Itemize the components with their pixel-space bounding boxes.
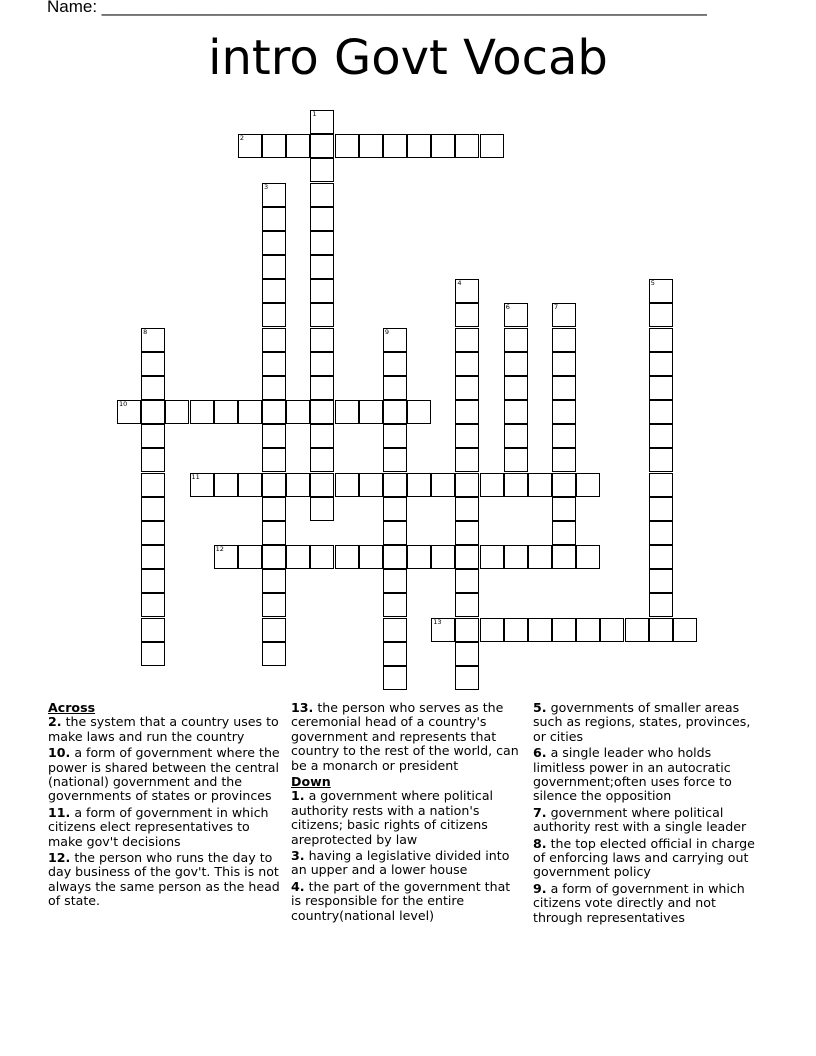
grid-cell[interactable] <box>552 521 576 545</box>
grid-cell[interactable] <box>649 618 673 642</box>
grid-cell[interactable] <box>480 473 504 497</box>
clue-across-10: 10. a form of government where the power is shared between the central (national) government and the governments of states or provinces <box>48 745 280 804</box>
grid-cell[interactable] <box>455 642 479 666</box>
grid-cell[interactable] <box>600 618 624 642</box>
grid-cell[interactable] <box>214 473 238 497</box>
grid-cell[interactable] <box>576 473 600 497</box>
grid-cell[interactable] <box>649 521 673 545</box>
grid-cell[interactable] <box>383 448 407 472</box>
grid-cell[interactable] <box>552 400 576 424</box>
grid-cell[interactable] <box>431 134 455 158</box>
grid-cell[interactable] <box>552 303 576 327</box>
grid-cell[interactable] <box>141 400 165 424</box>
grid-cell[interactable] <box>649 328 673 352</box>
grid-cell[interactable] <box>262 328 286 352</box>
grid-cell[interactable] <box>141 497 165 521</box>
grid-cell[interactable] <box>335 473 359 497</box>
grid-cell[interactable] <box>455 400 479 424</box>
grid-cell[interactable] <box>625 618 649 642</box>
grid-cell[interactable] <box>141 642 165 666</box>
grid-cell[interactable] <box>383 352 407 376</box>
clue-down-6: 6. a single leader who holds limitless power in an autocratic government;often uses force to silence the opposition <box>533 745 732 804</box>
clue-down-7: 7. government where political authority rest with a single leader <box>533 804 747 835</box>
clue-number: 7 <box>554 303 559 312</box>
grid-cell[interactable] <box>455 448 479 472</box>
grid-cell[interactable] <box>286 473 310 497</box>
clue-number: 4 <box>457 279 462 288</box>
clue-down-5: 5. governments of smaller areas such as regions, states, provinces, or cities <box>533 700 751 744</box>
grid-cell[interactable] <box>649 593 673 617</box>
grid-cell[interactable] <box>383 521 407 545</box>
grid-cell[interactable] <box>528 473 552 497</box>
grid-cell[interactable] <box>649 303 673 327</box>
grid-cell[interactable] <box>383 618 407 642</box>
grid-cell[interactable] <box>310 279 334 303</box>
grid-cell[interactable] <box>141 328 165 352</box>
grid-cell[interactable] <box>310 497 334 521</box>
grid-cell[interactable] <box>431 473 455 497</box>
grid-cell[interactable] <box>262 497 286 521</box>
grid-cell[interactable] <box>335 134 359 158</box>
grid-cell[interactable] <box>286 545 310 569</box>
clue-down-3: 3. having a legislative divided into an upper and a lower house <box>291 848 510 878</box>
grid-cell[interactable] <box>431 618 455 642</box>
grid-cell[interactable] <box>141 352 165 376</box>
grid-cell[interactable] <box>504 376 528 400</box>
grid-cell[interactable] <box>262 424 286 448</box>
grid-cell[interactable] <box>262 593 286 617</box>
grid-cell[interactable] <box>455 134 479 158</box>
grid-cell[interactable] <box>552 328 576 352</box>
grid-cell[interactable] <box>552 545 576 569</box>
grid-cell[interactable] <box>262 352 286 376</box>
grid-cell[interactable] <box>407 545 431 569</box>
grid-cell[interactable] <box>214 545 238 569</box>
clue-down-9: 9. a form of government in which citizens vote directly and not through representatives <box>533 880 745 925</box>
grid-cell[interactable] <box>455 666 479 690</box>
grid-cell[interactable] <box>238 134 262 158</box>
grid-cell[interactable] <box>480 134 504 158</box>
grid-cell[interactable] <box>310 376 334 400</box>
grid-cell[interactable] <box>455 618 479 642</box>
clue-number: 11 <box>191 472 200 481</box>
grid-cell[interactable] <box>359 473 383 497</box>
grid-cell[interactable] <box>141 618 165 642</box>
down-heading: Down <box>291 774 331 790</box>
grid-cell[interactable] <box>455 279 479 303</box>
grid-cell[interactable] <box>455 545 479 569</box>
grid-cell[interactable] <box>383 328 407 352</box>
grid-cell[interactable] <box>359 134 383 158</box>
clue-down-8: 8. the top elected official in charge of enforcing laws and carrying out government policy <box>533 835 755 880</box>
grid-cell[interactable] <box>310 473 334 497</box>
grid-cell[interactable] <box>262 279 286 303</box>
grid-cell[interactable] <box>335 400 359 424</box>
grid-cell[interactable] <box>310 134 334 158</box>
grid-cell[interactable] <box>649 569 673 593</box>
grid-cell[interactable] <box>455 328 479 352</box>
grid-cell[interactable] <box>649 424 673 448</box>
grid-cell[interactable] <box>141 424 165 448</box>
name-field[interactable]: Name: ________________________________________________________________ <box>47 0 707 16</box>
grid-cell[interactable] <box>310 183 334 207</box>
grid-cell[interactable] <box>576 618 600 642</box>
grid-cell[interactable] <box>383 424 407 448</box>
clue-down-4: 4. the part of the government that is responsible for the entire country(national level) <box>291 878 511 923</box>
grid-cell[interactable] <box>141 448 165 472</box>
grid-cell[interactable] <box>238 473 262 497</box>
grid-cell[interactable] <box>310 328 334 352</box>
grid-cell[interactable] <box>262 303 286 327</box>
grid-cell[interactable] <box>310 400 334 424</box>
grid-cell[interactable] <box>262 183 286 207</box>
clue-across-13: 13. the person who serves as the ceremonial head of a country's government and represents that country to the rest of the world, can be a monarch or president <box>291 700 519 773</box>
grid-cell[interactable] <box>359 400 383 424</box>
grid-cell[interactable] <box>431 545 455 569</box>
grid-cell[interactable] <box>576 545 600 569</box>
clue-number: 3 <box>264 182 269 191</box>
clue-number: 12 <box>215 545 224 554</box>
clue-across-2: 2. the system that a country uses to make laws and run the country <box>48 714 279 744</box>
grid-cell[interactable] <box>262 521 286 545</box>
grid-cell[interactable] <box>262 376 286 400</box>
grid-cell[interactable] <box>552 618 576 642</box>
grid-cell[interactable] <box>504 400 528 424</box>
grid-cell[interactable] <box>141 545 165 569</box>
grid-cell[interactable] <box>310 255 334 279</box>
grid-cell[interactable] <box>528 545 552 569</box>
grid-cell[interactable] <box>335 545 359 569</box>
grid-cell[interactable] <box>238 400 262 424</box>
grid-cell[interactable] <box>310 545 334 569</box>
clue-number: 9 <box>384 327 389 336</box>
grid-cell[interactable] <box>383 593 407 617</box>
clue-number: 2 <box>239 134 244 143</box>
grid-cell[interactable] <box>455 497 479 521</box>
grid-cell[interactable] <box>310 110 334 134</box>
grid-cell[interactable] <box>262 207 286 231</box>
grid-cell[interactable] <box>480 618 504 642</box>
grid-cell[interactable] <box>504 303 528 327</box>
grid-cell[interactable] <box>141 593 165 617</box>
grid-cell[interactable] <box>407 473 431 497</box>
grid-cell[interactable] <box>504 328 528 352</box>
grid-cell[interactable] <box>504 352 528 376</box>
grid-cell[interactable] <box>504 424 528 448</box>
grid-cell[interactable] <box>117 400 141 424</box>
grid-cell[interactable] <box>310 207 334 231</box>
grid-cell[interactable] <box>649 376 673 400</box>
grid-cell[interactable] <box>262 569 286 593</box>
grid-cell[interactable] <box>310 424 334 448</box>
grid-cell[interactable] <box>649 279 673 303</box>
grid-cell[interactable] <box>552 352 576 376</box>
grid-cell[interactable] <box>504 618 528 642</box>
grid-cell[interactable] <box>528 618 552 642</box>
grid-cell[interactable] <box>383 642 407 666</box>
grid-cell[interactable] <box>383 473 407 497</box>
grid-cell[interactable] <box>262 545 286 569</box>
grid-cell[interactable] <box>190 473 214 497</box>
grid-cell[interactable] <box>504 545 528 569</box>
grid-cell[interactable] <box>359 545 383 569</box>
grid-cell[interactable] <box>455 473 479 497</box>
clue-number: 6 <box>505 303 510 312</box>
grid-cell[interactable] <box>141 473 165 497</box>
grid-cell[interactable] <box>262 473 286 497</box>
grid-cell[interactable] <box>286 134 310 158</box>
grid-cell[interactable] <box>455 521 479 545</box>
clue-number: 10 <box>119 400 128 409</box>
clues-column-2 <box>291 701 523 925</box>
grid-cell[interactable] <box>455 593 479 617</box>
grid-cell[interactable] <box>141 521 165 545</box>
grid-cell[interactable] <box>383 134 407 158</box>
grid-cell[interactable] <box>649 352 673 376</box>
clue-down-1: 1. a government where political authority rests with a nation's citizens; basic rights of citizens areprotected by law <box>291 788 494 847</box>
grid-cell[interactable] <box>383 376 407 400</box>
grid-cell[interactable] <box>649 497 673 521</box>
grid-cell[interactable] <box>262 642 286 666</box>
grid-cell[interactable] <box>262 231 286 255</box>
grid-cell[interactable] <box>383 569 407 593</box>
clue-number: 8 <box>143 327 148 336</box>
grid-cell[interactable] <box>649 545 673 569</box>
grid-cell[interactable] <box>383 497 407 521</box>
grid-cell[interactable] <box>552 448 576 472</box>
grid-cell[interactable] <box>165 400 189 424</box>
clues-column-3 <box>533 701 765 927</box>
grid-cell[interactable] <box>310 352 334 376</box>
grid-cell[interactable] <box>649 400 673 424</box>
grid-cell[interactable] <box>455 303 479 327</box>
grid-cell[interactable] <box>552 424 576 448</box>
grid-cell[interactable] <box>310 303 334 327</box>
grid-cell[interactable] <box>310 158 334 182</box>
clue-across-12: 12. the person who runs the day to day business of the gov't. This is not always the same person as the head of state. <box>48 850 280 909</box>
grid-cell[interactable] <box>504 473 528 497</box>
grid-cell[interactable] <box>286 400 310 424</box>
grid-cell[interactable] <box>310 448 334 472</box>
grid-cell[interactable] <box>383 545 407 569</box>
grid-cell[interactable] <box>455 424 479 448</box>
grid-cell[interactable] <box>262 400 286 424</box>
grid-cell[interactable] <box>552 376 576 400</box>
grid-cell[interactable] <box>455 352 479 376</box>
grid-cell[interactable] <box>552 497 576 521</box>
grid-cell[interactable] <box>141 376 165 400</box>
grid-cell[interactable] <box>407 134 431 158</box>
grid-cell[interactable] <box>214 400 238 424</box>
grid-cell[interactable] <box>238 545 262 569</box>
grid-cell[interactable] <box>552 473 576 497</box>
grid-cell[interactable] <box>383 400 407 424</box>
grid-cell[interactable] <box>480 545 504 569</box>
grid-cell[interactable] <box>649 448 673 472</box>
grid-cell[interactable] <box>141 569 165 593</box>
grid-cell[interactable] <box>262 134 286 158</box>
grid-cell[interactable] <box>190 400 214 424</box>
grid-cell[interactable] <box>455 376 479 400</box>
page-title: intro Govt Vocab <box>208 30 608 86</box>
grid-cell[interactable] <box>262 255 286 279</box>
grid-cell[interactable] <box>383 666 407 690</box>
grid-cell[interactable] <box>673 618 697 642</box>
clues-column-1 <box>48 701 280 911</box>
grid-cell[interactable] <box>504 448 528 472</box>
across-heading: Across <box>48 700 96 715</box>
grid-cell[interactable] <box>407 400 431 424</box>
clue-number: 13 <box>433 617 442 626</box>
clue-number: 1 <box>312 110 317 118</box>
clue-number: 5 <box>650 279 655 288</box>
grid-cell[interactable] <box>262 618 286 642</box>
grid-cell[interactable] <box>649 473 673 497</box>
grid-cell[interactable] <box>455 569 479 593</box>
clue-across-11: 11. a form of government in which citizens elect representatives to make gov't decisions <box>48 804 269 849</box>
grid-cell[interactable] <box>262 448 286 472</box>
grid-cell[interactable] <box>310 231 334 255</box>
